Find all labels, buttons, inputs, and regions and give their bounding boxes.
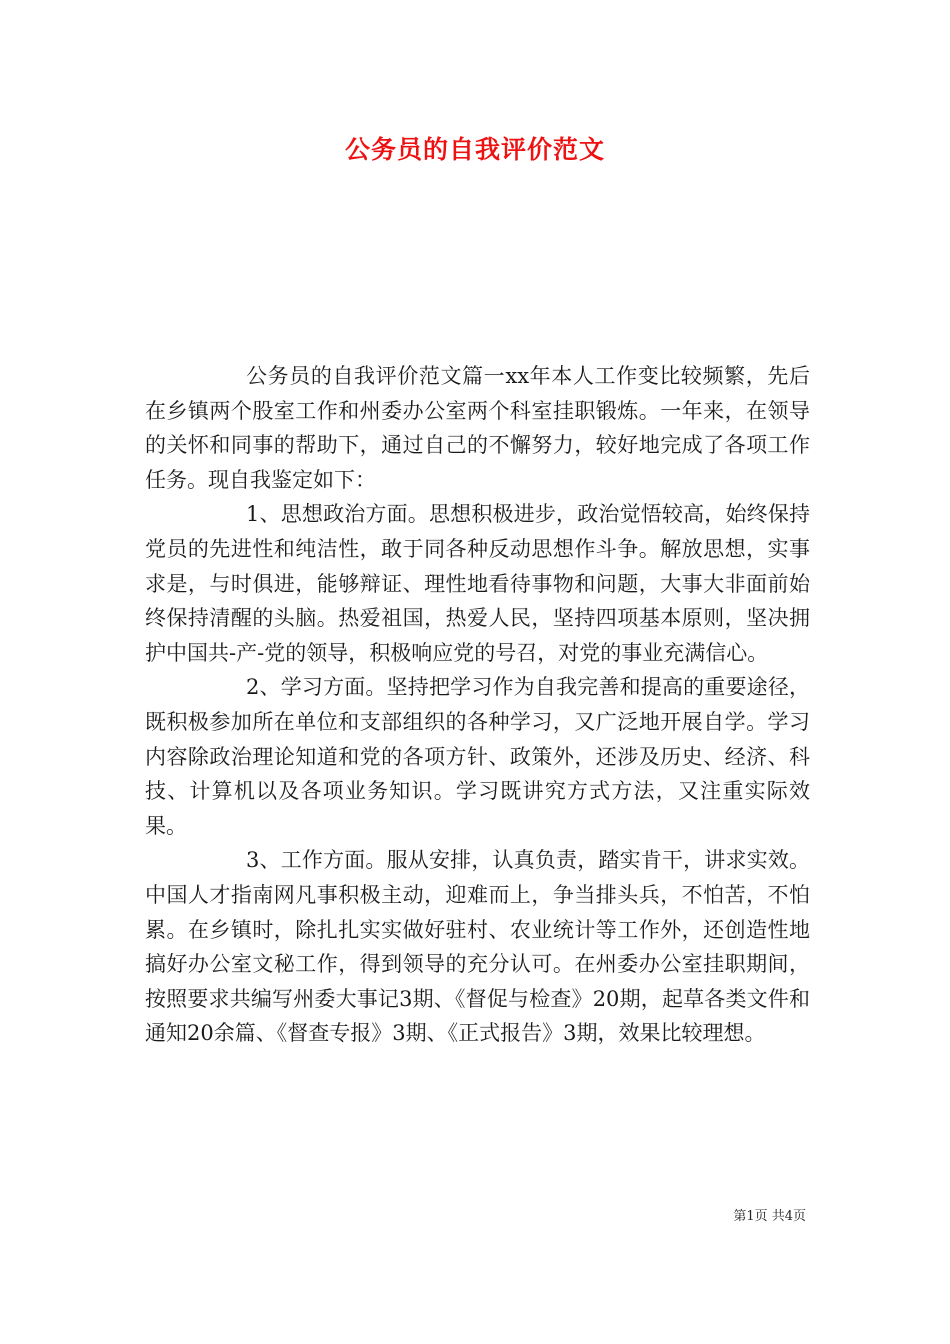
paragraph-intro: 公务员的自我评价范文篇一xx年本人工作变比较频繁，先后在乡镇两个股室工作和州委办公室两个科室挂职锻炼。一年来，在领导的关怀和同事的帮助下，通过自己的不懈努力，较好地完成了各项工作任务。现自我鉴定如下： xyxy=(145,364,810,492)
page-number: 第1页 共4页 xyxy=(733,1209,806,1224)
paragraph-politics: 1、思想政治方面。思想积极进步，政治觉悟较高，始终保持党员的先进性和纯洁性，敢于同各种反动思想作斗争。解放思想，实事求是，与时俱进，能够辩证、理性地看待事物和问题，大事大非面前始终保持清醒的头脑。热爱祖国，热爱人民，坚持四项基本原则，坚决拥护中国共-产-党的领导，积极响应党的号召，对党的事业充满信心。 xyxy=(145,502,810,665)
document-title: 公务员的自我评价范文 xyxy=(344,135,605,164)
paragraph-study: 2、学习方面。坚持把学习作为自我完善和提高的重要途径，既积极参加所在单位和支部组织的各种学习，又广泛地开展自学。学习内容除政治理论知道和党的各项方针、政策外，还涉及历史、经济、科技、计算机以及各项业务知识。学习既讲究方式方法，又注重实际效果。 xyxy=(145,675,810,838)
document-body xyxy=(145,359,810,1051)
paragraph-work: 3、工作方面。服从安排，认真负责，踏实肯干，讲求实效。中国人才指南网凡事积极主动，迎难而上，争当排头兵，不怕苦，不怕累。在乡镇时，除扎扎实实做好驻村、农业统计等工作外，还创造性地搞好办公室文秘工作，得到领导的充分认可。在州委办公室挂职期间，按照要求共编写州委大事记3期、《督促与检查》20期，起草各类文件和通知20余篇、《督查专报》3期、《正式报告》3期，效果比较理想。 xyxy=(145,848,810,1046)
